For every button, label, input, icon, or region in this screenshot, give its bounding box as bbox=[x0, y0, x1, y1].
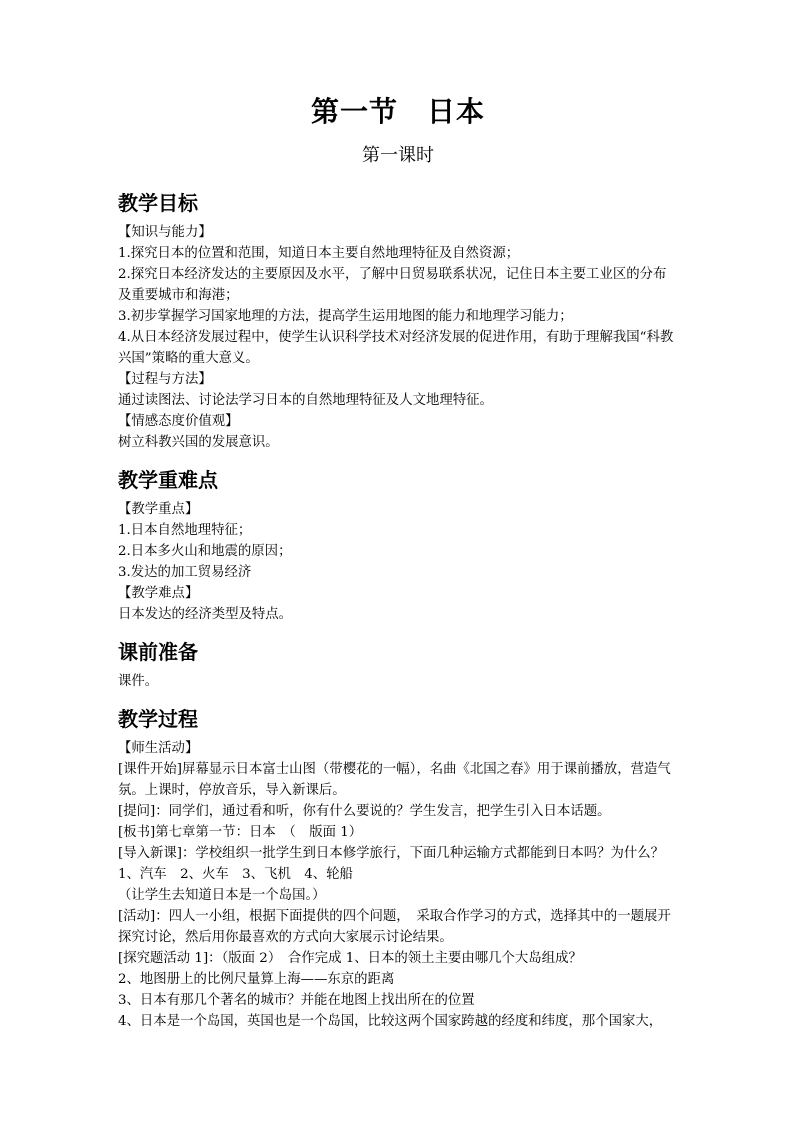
process-line: [板书]第七章第一节：日本 （ 版面 1） bbox=[118, 825, 363, 840]
emotion-text: 树立科教兴国的发展意识。 bbox=[118, 435, 279, 450]
section-heading-process: 教学过程 bbox=[118, 707, 198, 731]
process-line: 4、日本是一个岛国，英国也是一个岛国，比较这两个国家跨越的经度和纬度，那个国家大， bbox=[118, 1014, 663, 1029]
process-line: [导入新课]：学校组织一批学生到日本修学旅行，下面几种运输方式都能到日本吗？为什么？ bbox=[118, 846, 665, 861]
process-line: 3、日本有那几个著名的城市？并能在地图上找出所在的位置 bbox=[118, 993, 475, 1008]
focus-item-1: 1.日本自然地理特征； bbox=[118, 523, 252, 538]
focus-label: 【教学重点】 bbox=[118, 502, 199, 517]
difficulty-text: 日本发达的经济类型及特点。 bbox=[118, 607, 293, 622]
difficulty-label: 【教学难点】 bbox=[118, 586, 199, 601]
document-page bbox=[118, 92, 678, 1032]
process-line: （让学生去知道日本是一个岛国。） bbox=[118, 888, 326, 903]
knowledge-item-3: 3.初步掌握学习国家地理的方法，提高学生运用地图的能力和地理学习能力； bbox=[118, 309, 573, 324]
process-line: [课件开始]屏幕显示日本富士山图（带樱花的一幅），名曲《北国之春》用于课前播放，营造气氛。上课时，停放音乐，导入新课后。 bbox=[118, 762, 671, 798]
process-text: 通过读图法、讨论法学习日本的自然地理特征及人文地理特征。 bbox=[118, 393, 493, 408]
focus-item-2: 2.日本多火山和地震的原因； bbox=[118, 544, 292, 559]
process-line: [提问]：同学们，通过看和听，你有什么要说的？学生发言，把学生引入日本话题。 bbox=[118, 804, 611, 819]
page-subtitle: 第一课时 bbox=[362, 145, 434, 166]
process-line: 2、地图册上的比例尺量算上海——东京的距离 bbox=[118, 972, 395, 987]
focus-item-3: 3.发达的加工贸易经济 bbox=[118, 565, 252, 580]
section-heading-prep: 课前准备 bbox=[118, 640, 198, 664]
page-title: 第一节 日本 bbox=[310, 95, 485, 128]
knowledge-item-4: 4.从日本经济发展过程中，使学生认识科学技术对经济发展的促进作用，有助于理解我国“科教兴国”策略的重大意义。 bbox=[118, 330, 674, 366]
activity-label: 【师生活动】 bbox=[118, 741, 199, 756]
knowledge-item-2: 2.探究日本经济发达的主要原因及水平，了解中日贸易联系状况，记住日本主要工业区的分布及重要城市和海港； bbox=[118, 267, 667, 303]
process-label: 【过程与方法】 bbox=[118, 372, 212, 387]
process-line: [探究题活动 1]：（版面 2） 合作完成 1、日本的领土主要由哪几个大岛组成？ bbox=[118, 951, 582, 966]
emotion-label: 【情感态度价值观】 bbox=[118, 414, 239, 429]
process-line: [活动]：四人一小组，根据下面提供的四个问题， 采取合作学习的方式，选择其中的一题展开探究讨论，然后用你最喜欢的方式向大家展示讨论结果。 bbox=[118, 909, 671, 945]
section-heading-key-points: 教学重难点 bbox=[118, 468, 218, 492]
section-heading-goals: 教学目标 bbox=[118, 191, 198, 215]
process-line: 1、汽车 2、火车 3、飞机 4、轮船 bbox=[118, 867, 353, 882]
prep-text: 课件。 bbox=[118, 674, 159, 689]
knowledge-label: 【知识与能力】 bbox=[118, 225, 212, 240]
knowledge-item-1: 1.探究日本的位置和范围，知道日本主要自然地理特征及自然资源； bbox=[118, 246, 520, 261]
